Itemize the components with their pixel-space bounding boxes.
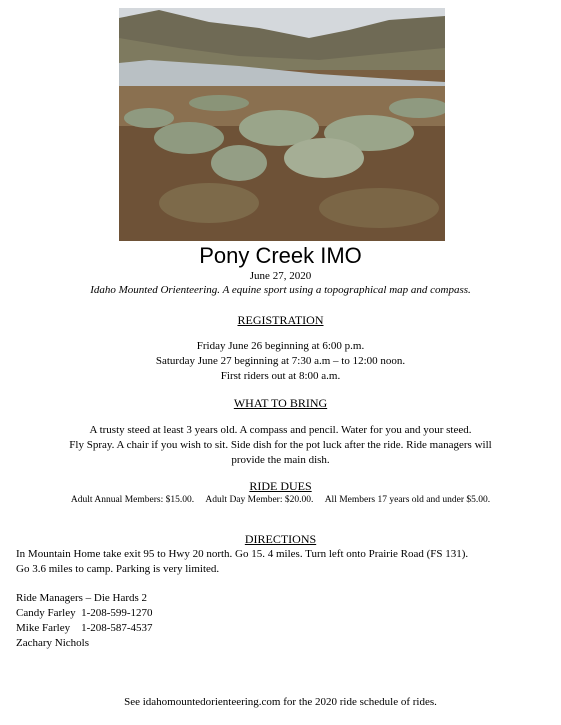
manager-contact: Zachary Nichols [16, 637, 89, 649]
what-to-bring-heading: WHAT TO BRING [233, 396, 328, 410]
managers-heading: Ride Managers – Die Hards 2 [16, 592, 148, 604]
what-to-bring-line: provide the main dish. [231, 454, 330, 466]
tagline: Idaho Mounted Orienteering. A equine sport using a topographical map and compass. [90, 284, 471, 296]
what-to-bring-line: A trusty steed at least 3 years old. A compass and pencil. Water for you and your steed. [89, 424, 472, 436]
registration-heading: REGISTRATION [237, 313, 324, 327]
event-date: June 27, 2020 [249, 270, 312, 282]
manager-contact: Mike Farley 1-208-587-4537 [16, 622, 153, 634]
footer-note: See idahomountedorienteering.com for the 2020 ride schedule of rides. [124, 696, 437, 708]
page-title: Pony Creek IMO [199, 243, 362, 268]
registration-line: Saturday June 27 beginning at 7:30 a.m – to 12:00 noon. [155, 355, 406, 367]
header-photo [119, 8, 445, 241]
manager-contact: Candy Farley 1-208-599-1270 [16, 607, 153, 619]
registration-line: Friday June 26 beginning at 6:00 p.m. [196, 340, 365, 352]
what-to-bring-line: Fly Spray. A chair if you wish to sit. Side dish for the pot luck after the ride. Ride managers will [69, 439, 492, 451]
ride-dues-line: Adult Annual Members: $15.00. Adult Day Member: $20.00. All Members 17 years old and under $5.00. [70, 495, 491, 505]
directions-line: Go 3.6 miles to camp. Parking is very limited. [16, 563, 220, 575]
registration-line: First riders out at 8:00 a.m. [220, 370, 341, 382]
directions-line: In Mountain Home take exit 95 to Hwy 20 north. Go 15. 4 miles. Turn left onto Prairie Road (FS 131). [16, 548, 469, 560]
landscape-photo [119, 8, 445, 241]
ride-dues-heading: RIDE DUES [249, 479, 312, 493]
directions-heading: DIRECTIONS [244, 532, 317, 546]
